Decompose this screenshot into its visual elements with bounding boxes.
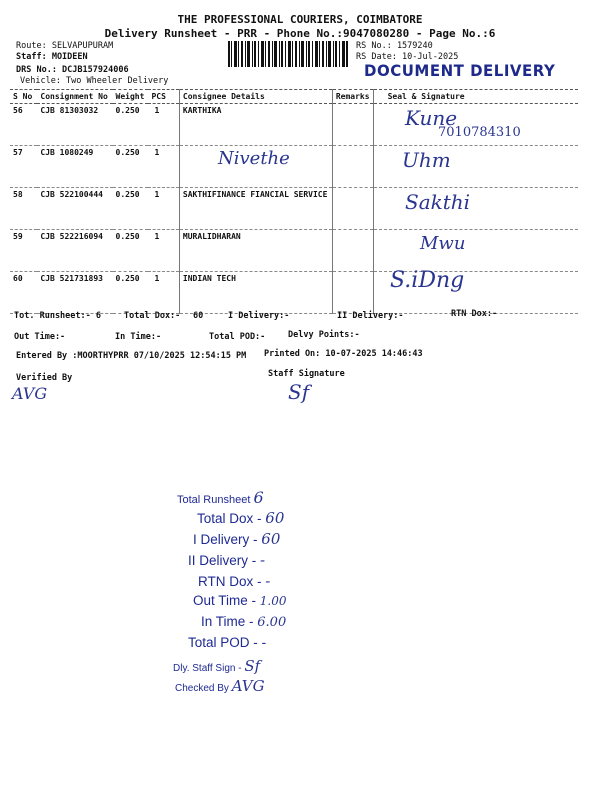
verified-signature: AVG (12, 384, 48, 403)
printed-on: Printed On: 10-07-2025 14:46:43 (264, 349, 423, 359)
consignment-cell: CJB 522100444 (37, 188, 112, 230)
staff-signature: Sf (288, 380, 310, 404)
consignment-cell: CJB 522216094 (37, 230, 112, 272)
consignee-cell: INDIAN TECH (179, 272, 332, 314)
consignment-cell: CJB 1080249 (37, 146, 112, 188)
total-dox-label: Total Dox:- (124, 311, 181, 321)
route-label: Route: SELVAPUPURAM (16, 41, 114, 51)
pcs-cell: 1 (148, 188, 179, 230)
staff-label: Staff: MOIDEEN (16, 52, 88, 62)
stamp-line: Total Runsheet 6 (177, 488, 264, 507)
handwritten-signature: S.iDng (390, 268, 465, 293)
stamp-line: Total Dox - 60 (197, 509, 285, 527)
sno-cell: 59 (10, 230, 37, 272)
col-remarks: Remarks (332, 90, 373, 104)
sno-cell: 60 (10, 272, 37, 314)
table-row (10, 272, 578, 314)
pcs-cell: 1 (148, 146, 179, 188)
weight-cell: 0.250 (113, 272, 149, 314)
pcs-cell: 1 (148, 230, 179, 272)
stamp-line: Total POD - - (188, 635, 267, 651)
handwritten-signature: Kune (405, 106, 458, 130)
stamp-line: Checked By AVG (175, 677, 265, 695)
handwritten-phone: 7010784310 (438, 125, 521, 140)
col-consignee: Consignee Details (179, 90, 332, 104)
runsheet-subtitle: Delivery Runsheet - PRR - Phone No.:9047080280 - Page No.:6 (104, 27, 496, 40)
table-row (10, 230, 578, 272)
ii-delivery-label: II Delivery:- (337, 311, 404, 321)
table-row (10, 188, 578, 230)
table-row (10, 146, 578, 188)
vehicle-label: Vehicle: Two Wheeler Delivery (20, 76, 169, 86)
rs-date: RS Date: 10-Jul-2025 (356, 52, 459, 62)
document-delivery-stamp: DOCUMENT DELIVERY (364, 61, 556, 81)
total-dox-value: 60 (193, 311, 204, 321)
handwritten-signature: Mwu (420, 233, 466, 254)
tot-runsheet: Tot. Runsheet:- 6 (14, 311, 101, 321)
rs-number: RS No.: 1579240 (356, 41, 433, 51)
rtn-dox-label: RTN Dox:- (451, 309, 498, 319)
barcode-image (228, 41, 348, 67)
sno-cell: 58 (10, 188, 37, 230)
pcs-cell: 1 (148, 104, 179, 146)
weight-cell: 0.250 (113, 146, 149, 188)
handwritten-signature: Sakthi (405, 190, 471, 214)
col-pcs: PCS (148, 90, 179, 104)
consignment-cell: CJB 81303032 (37, 104, 112, 146)
consignee-cell: MURALIDHARAN (179, 230, 332, 272)
col-weight: Weight (113, 90, 149, 104)
stamp-line: II Delivery - - (188, 551, 266, 569)
in-time-label: In Time:- (115, 332, 162, 342)
consignee-cell: KARTHIKA (179, 104, 332, 146)
stamp-line: I Delivery - 60 (193, 530, 281, 548)
sno-cell: 56 (10, 104, 37, 146)
handwritten-consignee: Nivethe (218, 148, 290, 169)
i-delivery-label: I Delivery:- (228, 311, 290, 321)
col-seal-signature: Seal & Signature (373, 90, 578, 104)
remarks-cell (332, 272, 373, 314)
staff-signature-label: Staff Signature (268, 369, 345, 379)
delvy-points-label: Delvy Points:- (288, 330, 360, 340)
signature-cell (373, 230, 578, 272)
remarks-cell (332, 104, 373, 146)
remarks-cell (332, 230, 373, 272)
drs-label: DRS No.: DCJB157924006 (16, 65, 129, 75)
table-header-row (10, 90, 578, 104)
consignee-cell: SAKTHIFINANCE FIANCIAL SERVICE (179, 188, 332, 230)
weight-cell: 0.250 (113, 230, 149, 272)
remarks-cell (332, 146, 373, 188)
stamp-line: Dly. Staff Sign - Sf (173, 657, 261, 675)
stamp-line: In Time - 6.00 (201, 614, 287, 630)
entered-by: Entered By :MOORTHYPRR 07/10/2025 12:54:15 PM (16, 351, 247, 361)
handwritten-signature: Uhm (402, 148, 451, 172)
pcs-cell: 1 (148, 272, 179, 314)
col-consignment: Consignment No (37, 90, 112, 104)
sno-cell: 57 (10, 146, 37, 188)
stamp-line: Out Time - 1.00 (193, 593, 287, 608)
remarks-cell (332, 188, 373, 230)
signature-cell (373, 188, 578, 230)
weight-cell: 0.250 (113, 188, 149, 230)
consignment-cell: CJB 521731893 (37, 272, 112, 314)
col-sno: S No (10, 90, 37, 104)
company-title: THE PROFESSIONAL COURIERS, COIMBATORE (177, 13, 423, 26)
total-pod-label: Total POD:- (209, 332, 266, 342)
verified-by-label: Verified By (16, 373, 73, 383)
runsheet-table (10, 89, 578, 314)
out-time-label: Out Time:- (14, 332, 66, 342)
stamp-line: RTN Dox - - (198, 572, 271, 590)
weight-cell: 0.250 (113, 104, 149, 146)
